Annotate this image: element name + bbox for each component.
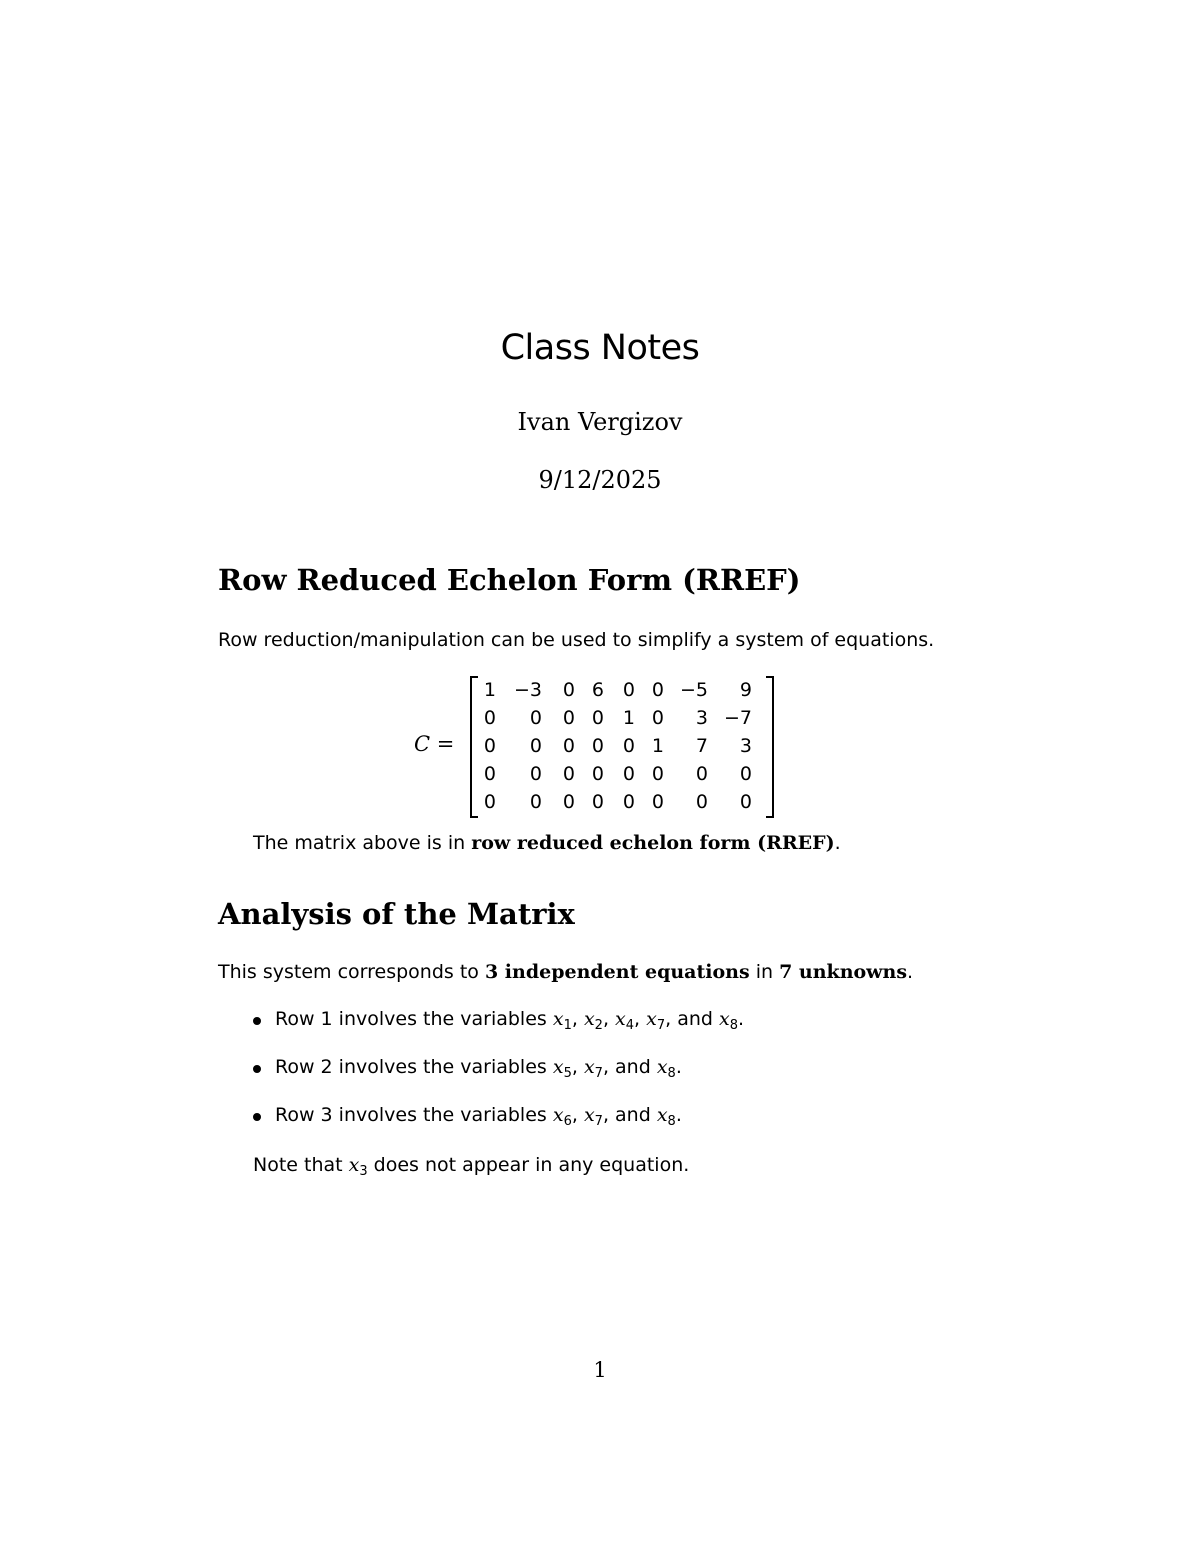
rref-matrix bbox=[470, 676, 774, 818]
page-number: 1 bbox=[593, 1358, 607, 1382]
document-title: Class Notes bbox=[500, 328, 700, 368]
list-item-text: Row 2 involves the variables bbox=[275, 1056, 553, 1078]
variable-subscript: 8 bbox=[667, 1114, 676, 1129]
matrix-cell: 0 bbox=[651, 763, 664, 785]
matrix-cell: 0 bbox=[562, 735, 575, 757]
matrix-cell: 0 bbox=[622, 763, 635, 785]
section-heading-analysis: Analysis of the Matrix bbox=[218, 897, 575, 931]
variable-symbol: x bbox=[719, 1008, 730, 1030]
variable-symbol: x bbox=[552, 1104, 564, 1126]
matrix-row bbox=[470, 788, 774, 816]
matrix-cell: 0 bbox=[529, 791, 542, 813]
variable-subscript: 8 bbox=[729, 1018, 739, 1033]
variable-subscript: 4 bbox=[625, 1018, 635, 1033]
variable-subscript: 6 bbox=[563, 1114, 572, 1129]
matrix-label: C = bbox=[414, 732, 455, 756]
matrix-cell: 0 bbox=[529, 735, 542, 757]
author-name: Ivan Vergizov bbox=[517, 408, 683, 436]
matrix-cell: 0 bbox=[591, 763, 604, 785]
matrix-cell: −3 bbox=[513, 679, 542, 701]
matrix-cell: 0 bbox=[651, 679, 664, 701]
note-start: Note that bbox=[253, 1154, 349, 1176]
matrix-cell: 0 bbox=[483, 735, 496, 757]
note-variable: x bbox=[348, 1154, 360, 1176]
note-end: does not appear in any equation. bbox=[367, 1154, 690, 1176]
bullet-icon bbox=[253, 1017, 261, 1025]
matrix-description-start: The matrix above is in bbox=[253, 832, 472, 854]
note-paragraph bbox=[253, 1154, 690, 1179]
matrix-cell: 0 bbox=[739, 763, 752, 785]
list-item: Row 3 involves the variables $x_6$, $x_7$, and $x_8$. bbox=[253, 1104, 744, 1152]
matrix-cell: 0 bbox=[562, 791, 575, 813]
matrix-cell: 0 bbox=[591, 735, 604, 757]
variable-subscript: 8 bbox=[667, 1066, 676, 1081]
matrix-cell: 0 bbox=[562, 707, 575, 729]
rref-intro-paragraph: Row reduction/manipulation can be used to simplify a system of equations. bbox=[218, 629, 935, 651]
variable-symbol: x bbox=[656, 1056, 668, 1078]
matrix-cell: 0 bbox=[622, 791, 635, 813]
matrix-name: C bbox=[414, 732, 431, 756]
matrix-description bbox=[253, 832, 841, 854]
variable-subscript: 1 bbox=[563, 1018, 572, 1033]
list-item-text: Row 3 involves the variables bbox=[275, 1104, 553, 1126]
analysis-intro-bold-equations: 3 independent equations bbox=[484, 961, 750, 983]
variable-symbol: x bbox=[583, 1104, 595, 1126]
matrix-cell: 0 bbox=[591, 707, 604, 729]
matrix-cell: 1 bbox=[651, 735, 664, 757]
analysis-intro-end: . bbox=[907, 961, 914, 983]
matrix-cell: 0 bbox=[562, 679, 575, 701]
matrix-cell: 7 bbox=[695, 735, 708, 757]
matrix-row bbox=[470, 760, 774, 788]
matrix-cell: 0 bbox=[695, 763, 708, 785]
variable-symbol: x bbox=[656, 1104, 668, 1126]
variable-subscript: 5 bbox=[563, 1066, 572, 1081]
matrix-cell: 3 bbox=[739, 735, 752, 757]
variable-symbol: x bbox=[615, 1008, 626, 1030]
variable-symbol: x bbox=[583, 1008, 595, 1030]
matrix-cell: 0 bbox=[651, 707, 664, 729]
list-item: Row 2 involves the variables $x_5$, $x_7$, and $x_8$. bbox=[253, 1056, 744, 1104]
variable-subscript: 7 bbox=[594, 1066, 603, 1081]
matrix-cell: −7 bbox=[723, 707, 752, 729]
variable-subscript: 7 bbox=[656, 1018, 666, 1033]
variable-symbol: x bbox=[552, 1008, 564, 1030]
matrix-row bbox=[470, 732, 774, 760]
matrix-cell: 0 bbox=[529, 707, 542, 729]
variable-subscript: 2 bbox=[594, 1018, 603, 1033]
matrix-cell: 0 bbox=[562, 763, 575, 785]
analysis-intro-mid: in bbox=[749, 961, 780, 983]
matrix-cell: 6 bbox=[591, 679, 604, 701]
matrix-cell: 1 bbox=[622, 707, 635, 729]
matrix-cell: 0 bbox=[529, 763, 542, 785]
matrix-row bbox=[470, 676, 774, 704]
matrix-cell: 0 bbox=[622, 735, 635, 757]
matrix-cell: 0 bbox=[695, 791, 708, 813]
matrix-cell: 0 bbox=[739, 791, 752, 813]
list-item-text: Row 1 involves the variables bbox=[275, 1008, 553, 1030]
matrix-description-end: . bbox=[834, 832, 841, 854]
matrix-cell: 0 bbox=[483, 763, 496, 785]
analysis-intro-paragraph bbox=[218, 961, 913, 983]
matrix-cell: 3 bbox=[695, 707, 708, 729]
matrix-cell: 0 bbox=[483, 707, 496, 729]
list-item: Row 1 involves the variables $x_1$, $x_2$, $x_4$, $x_7$, and $x_8$. bbox=[253, 1008, 744, 1056]
matrix-cell: −5 bbox=[679, 679, 708, 701]
bullet-icon bbox=[253, 1065, 261, 1073]
matrix-cell: 0 bbox=[651, 791, 664, 813]
matrix-cell: 9 bbox=[739, 679, 752, 701]
variable-symbol: x bbox=[583, 1056, 595, 1078]
matrix-cell: 0 bbox=[591, 791, 604, 813]
analysis-intro-bold-unknowns: 7 unknowns bbox=[779, 961, 908, 983]
matrix-row bbox=[470, 704, 774, 732]
variable-subscript: 7 bbox=[594, 1114, 603, 1129]
variable-symbol: x bbox=[552, 1056, 564, 1078]
analysis-intro-start: This system corresponds to bbox=[218, 961, 485, 983]
variable-symbol: x bbox=[646, 1008, 657, 1030]
matrix-cell: 1 bbox=[483, 679, 496, 701]
section-heading-rref: Row Reduced Echelon Form (RREF) bbox=[218, 563, 801, 597]
matrix-cell: 0 bbox=[483, 791, 496, 813]
row-variables-list bbox=[253, 1008, 744, 1152]
matrix-description-bold: row reduced echelon form (RREF) bbox=[471, 832, 835, 854]
document-date: 9/12/2025 bbox=[538, 466, 662, 494]
matrix-cell: 0 bbox=[622, 679, 635, 701]
note-variable-subscript: 3 bbox=[359, 1164, 368, 1179]
bullet-icon bbox=[253, 1113, 261, 1121]
